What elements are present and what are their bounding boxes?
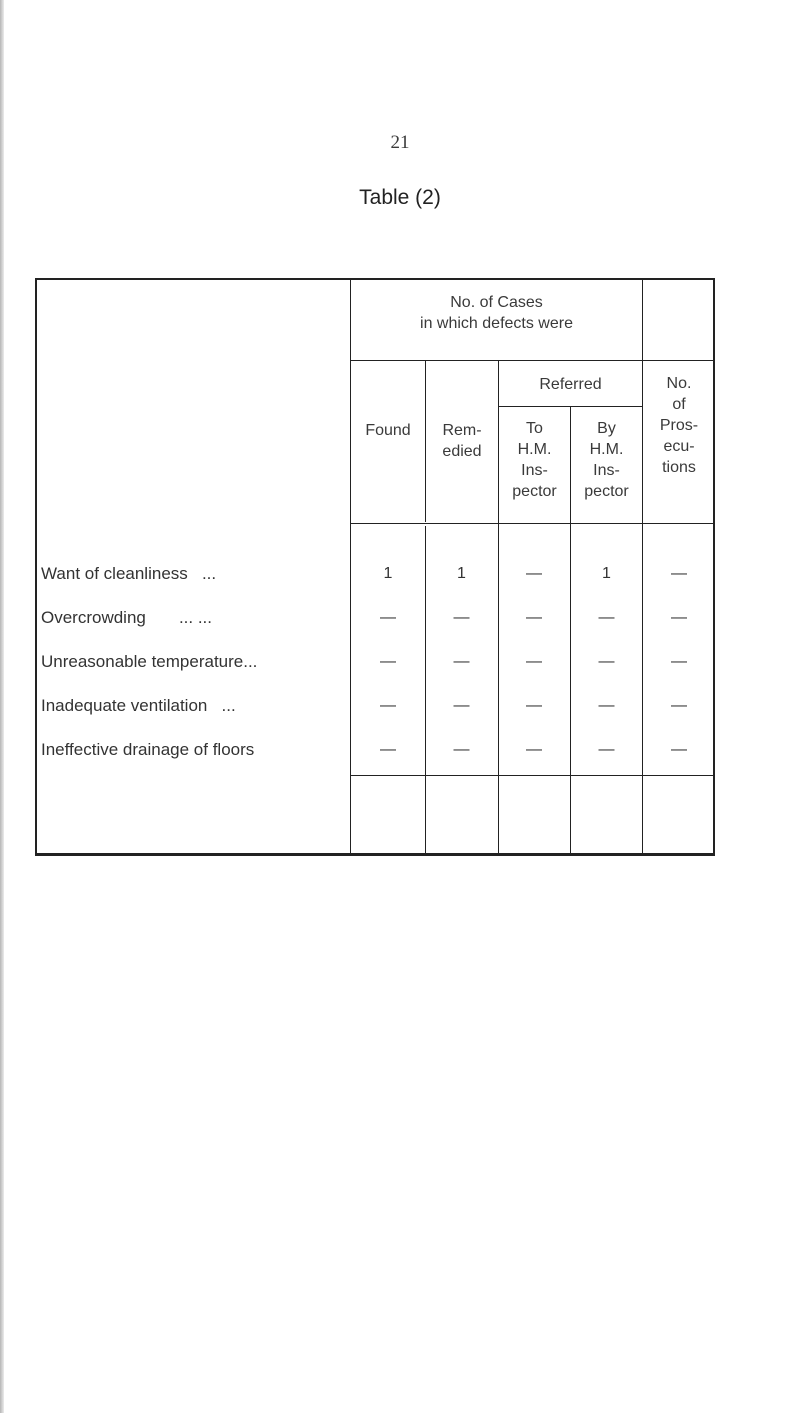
prosecutions-header: No. of Pros- ecu- tions — [659, 375, 699, 476]
row-label: Unreasonable temperature... — [41, 652, 258, 671]
to-inspector-cell: — — [526, 697, 542, 714]
prosecutions-cell: — — [671, 565, 687, 582]
table-row — [35, 738, 715, 764]
to-inspector-cell: — — [526, 565, 542, 582]
to-inspector-cell: — — [526, 609, 542, 626]
by-inspector-cell: — — [598, 609, 615, 626]
row-label: Overcrowding ... ... — [41, 608, 212, 627]
table-title: Table (2) — [359, 186, 441, 209]
found-cell: — — [380, 697, 396, 714]
prosecutions-cell: — — [671, 697, 687, 714]
by-inspector-cell: 1 — [602, 565, 611, 582]
prosecutions-cell: — — [671, 741, 687, 758]
to-hm-inspector-header: To H.M. Ins- pector — [512, 420, 557, 500]
remedied-cell: — — [453, 697, 470, 714]
row-label: Ineffective drainage of floors — [41, 740, 255, 759]
by-hm-inspector-header: By H.M. Ins- pector — [584, 420, 629, 500]
by-inspector-cell: — — [598, 653, 615, 670]
found-cell: — — [380, 609, 396, 626]
referred-header: Referred — [539, 376, 602, 393]
by-inspector-cell: — — [598, 741, 615, 758]
to-inspector-cell: — — [526, 653, 542, 670]
row-label: Inadequate ventilation ... — [41, 696, 236, 715]
page-number: 21 — [390, 132, 410, 153]
found-cell: — — [380, 741, 396, 758]
found-header: Found — [365, 422, 411, 439]
found-cell: 1 — [383, 565, 393, 582]
by-inspector-cell: — — [598, 697, 615, 714]
prosecutions-cell: — — [671, 609, 687, 626]
remedied-cell: — — [453, 741, 470, 758]
row-label: Want of cleanliness ... — [41, 564, 217, 583]
found-cell: — — [380, 653, 396, 670]
cases-group-header: No. of Cases in which defects were — [420, 294, 573, 332]
prosecutions-cell: — — [671, 653, 687, 670]
remedied-cell: 1 — [457, 565, 466, 582]
to-inspector-cell: — — [526, 741, 542, 758]
page-scan-edge — [0, 0, 4, 1413]
remedied-cell: — — [453, 653, 470, 670]
remedied-cell: — — [453, 609, 470, 626]
table-rows-remaining — [35, 0, 715, 1000]
remedied-header: Rem- edied — [442, 422, 482, 460]
